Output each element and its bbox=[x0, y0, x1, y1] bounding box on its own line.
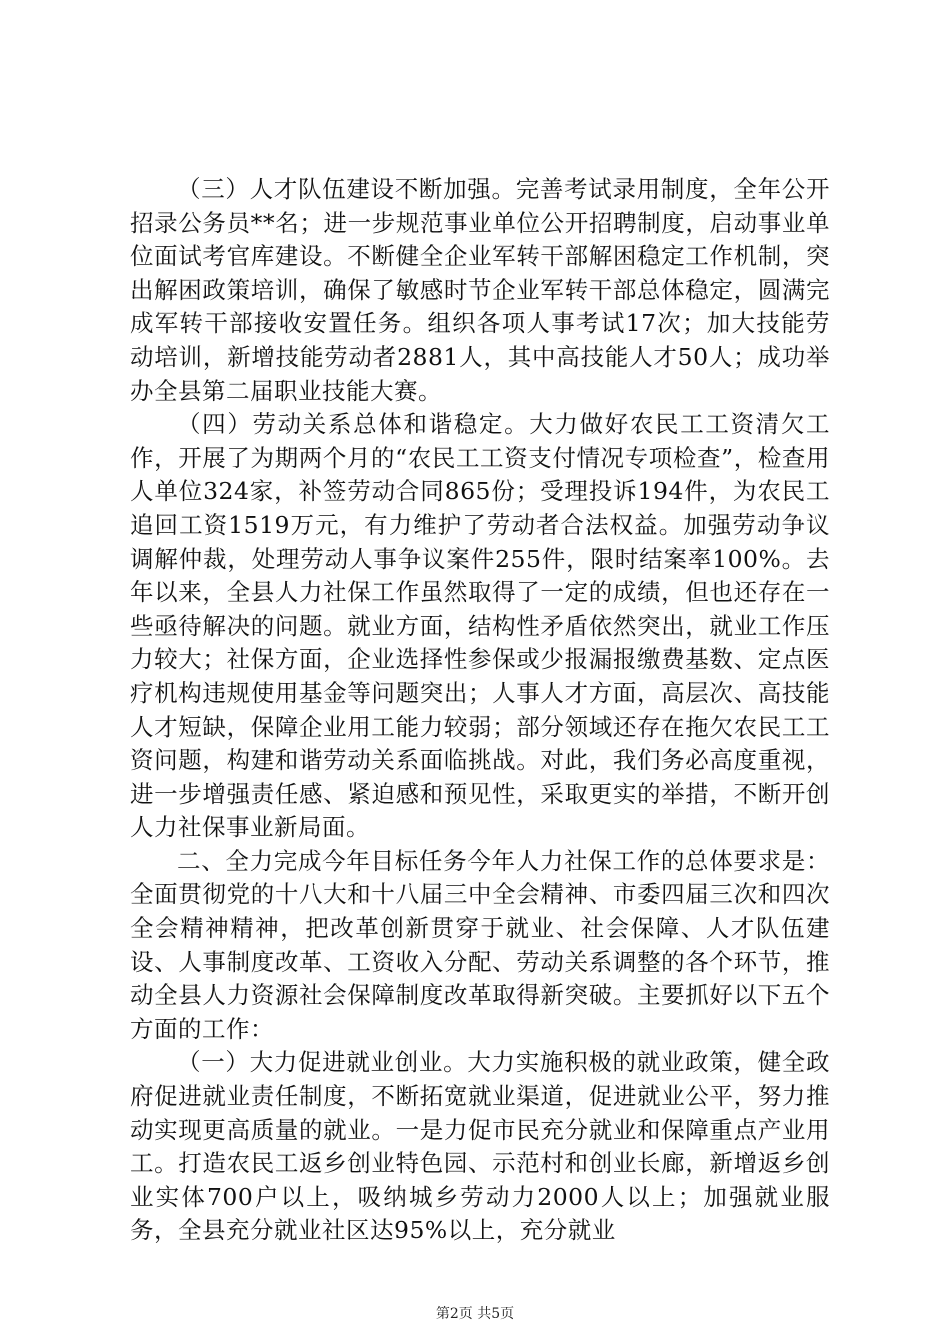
paragraph-talent-team: （三）人才队伍建设不断加强。完善考试录用制度，全年公开招录公务员**名；进一步规范事业单位公开招聘制度，启动事业单位面试考官库建设。不断健全企业军转干部解困稳定工作机制，突出解困政策培训，确保了敏感时节企业军转干部总体稳定，圆满完成军转干部接收安置任务。组织各项人事考试17次；加大技能劳动培训，新增技能劳动者2881人，其中高技能人才50人；成功举办全县第二届职业技能大赛。 bbox=[130, 175, 830, 405]
paragraph-annual-goals: 二、全力完成今年目标任务今年人力社保工作的总体要求是：全面贯彻党的十八大和十八届三中全会精神、市委四届三次和四次全会精神精神，把改革创新贯穿于就业、社会保障、人才队伍建设、人事制度改革、工资收入分配、劳动关系调整的各个环节，推动全县人力资源社会保障制度改革取得新突破。主要抓好以下五个方面的工作： bbox=[130, 846, 830, 1043]
page-number-footer: 第2页 共5页 bbox=[435, 1306, 515, 1322]
paragraph-labor-relations: （四）劳动关系总体和谐稳定。大力做好农民工工资清欠工作，开展了为期两个月的“农民工工资支付情况专项检查”，检查用人单位324家，补签劳动合同865份；受理投诉194件，为农民工追回工资1519万元，有力维护了劳动者合法权益。加强劳动争议调解仲裁，处理劳动人事争议案件255件，限时结案率100%。去年以来，全县人力社保工作虽然取得了一定的成绩，但也还存在一些亟待解决的问题。就业方面，结构性矛盾依然突出，就业工作压力较大；社保方面，企业选择性参保或少报漏报缴费基数、定点医疗机构违规使用基金等问题突出；人事人才方面，高层次、高技能人才短缺，保障企业用工能力较弱；部分领域还存在拖欠农民工工资问题，构建和谐劳动关系面临挑战。对此，我们务必高度重视，进一步增强责任感、紧迫感和预见性，采取更实的举措，不断开创人力社保事业新局面。 bbox=[130, 410, 830, 842]
document-body bbox=[130, 173, 830, 1248]
paragraph-employment: （一）大力促进就业创业。大力实施积极的就业政策，健全政府促进就业责任制度，不断拓宽就业渠道，促进就业公平，努力推动实现更高质量的就业。一是力促市民充分就业和保障重点产业用工。打造农民工返乡创业特色园、示范村和创业长廊，新增返乡创业实体700户以上，吸纳城乡劳动力2000人以上；加强就业服务，全县充分就业社区达95%以上，充分就业 bbox=[130, 1048, 830, 1245]
